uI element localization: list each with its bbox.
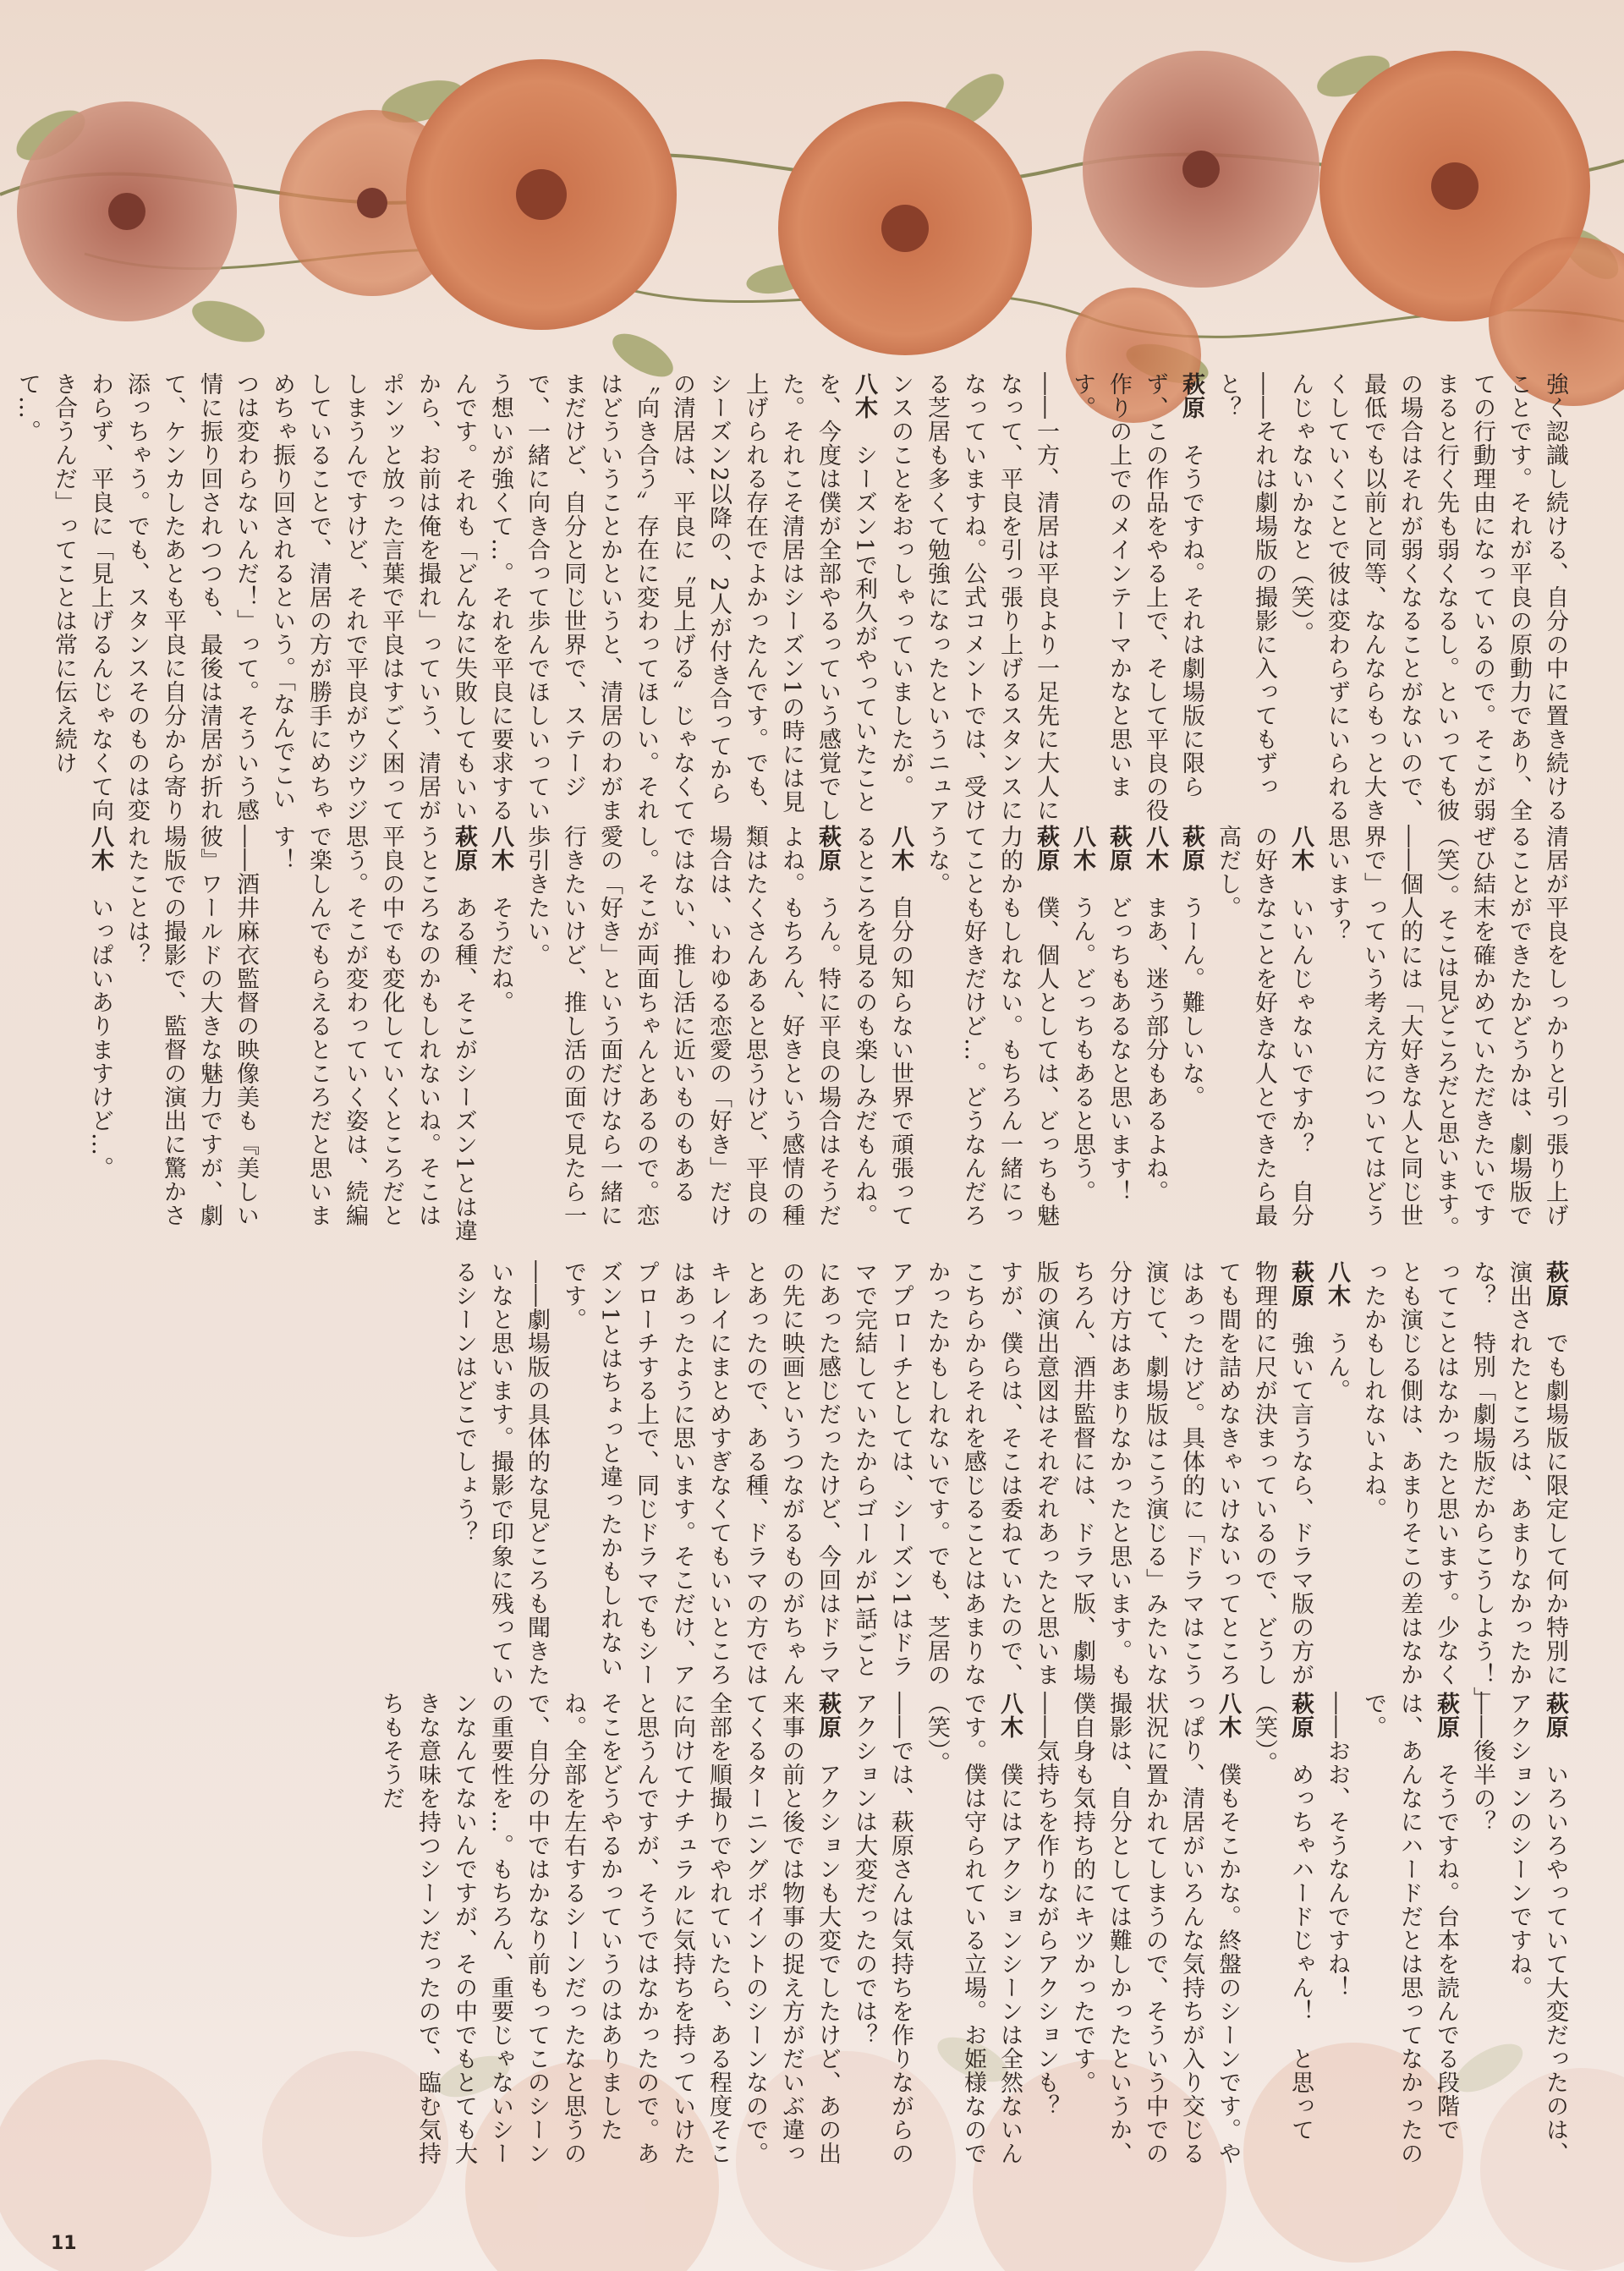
speaker-name: 萩原 (1542, 1260, 1568, 1308)
paragraph-text: 僕にはアクションシーンは全然ないんです。僕は守られている立場。お姫様なので（笑）。 (924, 1692, 1023, 2165)
paragraph-text: いろいろやっていて大変だったのは、アクションのシーンですね。 (1506, 1692, 1568, 2165)
paragraph-text: ――個人的には「大好きな人と同じ世界で」っていう考え方についてはどう思います？ (1324, 825, 1423, 1227)
paragraph-text: アクションも大変でしたけど、あの出来事の前と後では物事の捉え方がだいぶ違ってくるターニングポイントのシーンなので。全部を順撮りでやれていたら、ある程度そこに向けてナチュラルに気持ちを持っていけたと思うんですが、そうではなかったので。あそこをどうやるかっていうのはありましたね。全部を左右するシーンだったなと思うので、自分の中ではかなり前もってこのシーンの重要性を…。もちろん、重要じゃないシーンなんてないんですが、その中でもとても大きな意味を持つシーンだったので、臨む気持ちもそうだ (378, 1692, 841, 2165)
floral-border-top (0, 0, 1624, 398)
speaker-paragraph (1064, 372, 1210, 829)
speaker-name: 八木 (87, 825, 113, 872)
speaker-name: 八木 (996, 1692, 1023, 1739)
paragraph-text: ――後半の？ (1469, 1692, 1495, 1834)
paragraph-text: 自分の知らない世界で頑張ってるところを見るのも楽しみだもんね。 (851, 825, 914, 1227)
paragraph-text: 強く認識し続ける、自分の中に置き続けることです。それが平良の原動力であり、全ての行動理由になっているので。そこが弱まると行く先も弱くなるし。といっても彼の場合はそれが弱くなることがないので、最低でも以前と同等、なんならもっと大きくしていくことで彼は変わらずにいられるんじゃないかなと（笑）。 (1287, 372, 1568, 822)
paragraph-text: ――おお、そうなんですね！ (1324, 1692, 1350, 1999)
vertical-text-block (87, 825, 1573, 1248)
paragraph-text: 僕、個人としては、どっちも魅力的かもしれない。もちろん一緒にってことも好きだけど…。どうなんだろうな。 (924, 825, 1059, 1227)
speaker-name: 萩原 (1433, 1692, 1459, 1739)
text-band-2 (87, 825, 1573, 1248)
paragraph-text: うん。特に平良の場合はそうだよね。もちろん、好きという感情の種類はたくさんあると思うけど、平良の場合は、いわゆる恋愛の「好き」だけではない、推し活に近いものもあるし。そこが両面ちゃんとあるので。恋愛の「好き」という面だけなら一緒に行きたいけど、推し活の面で見たら一歩引きたい。 (524, 825, 841, 1227)
speaker-paragraph (82, 825, 118, 1248)
paragraph-text: そうだね。 (487, 896, 513, 1014)
speaker-paragraph (846, 825, 919, 1248)
speaker-paragraph (1319, 1260, 1355, 1700)
paragraph-text: 清居が平良をしっかりと引っ張り上げることができたかどうかは、劇場版でぜひ結末を確かめていただきたいです（笑）。そこは見どころだと思います。 (1433, 825, 1568, 1240)
speaker-name: 萩原 (1542, 1692, 1568, 1739)
speaker-paragraph (518, 825, 846, 1248)
speaker-name: 萩原 (1033, 825, 1059, 872)
speaker-paragraph (264, 825, 482, 1248)
speaker-name: 萩原 (1287, 1260, 1314, 1308)
vertical-text-block (14, 372, 1573, 829)
paragraph-text: ――では、萩原さんは気持ちを作りながらのアクションは大変だったのでは？ (851, 1692, 914, 2165)
interviewer-question (118, 825, 264, 1248)
speaker-name: 八木 (487, 825, 513, 872)
interviewer-question (1319, 1692, 1355, 2165)
interviewer-question (1210, 372, 1282, 829)
speaker-name: 萩原 (451, 825, 477, 872)
paragraph-text: ――劇場版の具体的な見どころも聞きたいなと思います。撮影で印象に残っているシーンはどこでしょう？ (451, 1260, 550, 1687)
speaker-paragraph (919, 1692, 1028, 2165)
paragraph-text: まあ、迷う部分もあるよね。 (1142, 896, 1168, 1204)
paragraph-text: うーん。難しいな。 (1178, 896, 1204, 1109)
interviewer-question (1428, 825, 1573, 1248)
speaker-name: 八木 (1215, 1692, 1241, 1739)
speaker-name: 萩原 (1106, 825, 1132, 872)
paragraph-text: どっちもあるなと思います！ (1106, 896, 1132, 1204)
interviewer-question (1464, 1692, 1501, 2165)
speaker-name: 萩原 (815, 1692, 841, 1739)
paragraph-text: うん。どっちもあると思う。 (1069, 896, 1095, 1204)
vertical-text-block (186, 1692, 1573, 2165)
interviewer-question (1028, 1692, 1064, 2165)
vertical-text-block (186, 1260, 1573, 1700)
speaker-name: 八木 (1069, 825, 1095, 872)
paragraph-text: ――一方、清居は平良より一足先に大人になって、平良を引っ張り上げるスタンスになっていますね。公式コメントでは、受ける芝居も多くて勉強になったというニュアンスのことをおっしゃっていましたが。 (887, 372, 1059, 822)
speaker-paragraph (1064, 1692, 1246, 2165)
text-band-3 (186, 1260, 1573, 1700)
paragraph-text: いいんじゃないですか？ 自分の好きなことを好きな人とできたら最高だし。 (1215, 825, 1314, 1227)
speaker-name: 八木 (1142, 825, 1168, 872)
speaker-name: 八木 (1287, 825, 1314, 872)
speaker-name: 萩原 (1178, 825, 1204, 872)
speaker-paragraph (1137, 825, 1173, 1248)
speaker-paragraph (919, 825, 1064, 1248)
speaker-paragraph (1210, 825, 1319, 1248)
speaker-paragraph (1501, 1692, 1573, 2165)
speaker-name: 萩原 (1287, 1692, 1314, 1739)
paragraph-text: ある種、そこがシーズン1とは違うところなのかもしれないね。そこは平良の中でも変化していくところだと思う。そこが変わっていく姿は、続編で楽しんでもらえるところだと思います！ (269, 825, 477, 1243)
paragraph-text: ――気持ちを作りながらアクションも？ (1033, 1692, 1059, 2118)
speaker-paragraph (1246, 1692, 1319, 2165)
text-band-1 (14, 372, 1573, 829)
interviewer-question (882, 372, 1064, 829)
paragraph-text: シーズン1で利久がやっていたことを、今度は僕が全部やるっていう感覚でした。それこそ清居はシーズン1の時には見上げられる存在でよかったんです。でも、シーズン2以降の、2人が付き合ってからの清居は、平良に〝見上げる〟じゃなくて〝向き合う〟存在に変わってほしい。それはどういうことかというと、清居のわがままだけど、自分と同じ世界で、ステージで、一緒に向き合って歩んでほしいっていう想いが強くて…。それを平良に要求するんです。それも「どんなに失敗してもいいから、お前は俺を撮れ」っていう、清居がポンッと放った言葉で平良はすごく困ってしまうんですけど、それで平良がウジウジしていることで、清居の方が勝手にめちゃめちゃ振り回されるという。「なんでこいつは変わらないんだ！」って。そういう感情に振り回されつつも、最後は清居が折れて、ケンカしたあとも平良に自分から寄り添っちゃう。でも、スタンスそのものは変わらず、平良に「見上げるんじゃなくて向き合うんだ」ってことは常に伝え続けて…。 (14, 372, 877, 822)
paragraph-text: 僕もそこかな。終盤のシーンです。やっぱり、清居がいろんな気持ちが入り交じる状況に置かれてしまうので、そういう中での撮影は、自分としては難しかったというか、僕自身も気持ち的にキツかったです。 (1069, 1692, 1241, 2165)
speaker-paragraph (1100, 825, 1137, 1248)
paragraph-text: いっぱいありますけど…。 (87, 896, 113, 1180)
speaker-paragraph (555, 1260, 1319, 1700)
speaker-name: 八木 (1324, 1260, 1350, 1308)
text-band-4 (186, 1692, 1573, 2165)
speaker-paragraph (482, 825, 518, 1248)
paragraph-text: めっちゃハードじゃん！ と思って（笑）。 (1251, 1692, 1314, 2142)
speaker-name: 萩原 (1178, 372, 1204, 420)
speaker-paragraph (1064, 825, 1100, 1248)
speaker-name: 八木 (887, 825, 914, 872)
interviewer-question (846, 1692, 919, 2165)
paragraph-text: ――酒井麻衣監督の映像美も『美しい彼』ワールドの大きな魅力ですが、劇場版での撮影で、監督の演出に驚かされたことは？ (123, 825, 259, 1227)
speaker-paragraph (1355, 1260, 1573, 1700)
speaker-paragraph (1355, 1692, 1464, 2165)
interviewer-question (1319, 825, 1428, 1248)
paragraph-text: そうですね。台本を読んでる段階では、あんなにハードだとは思ってなかったので。 (1360, 1692, 1459, 2165)
speaker-paragraph (373, 1692, 846, 2165)
interviewer-question (1282, 372, 1573, 829)
paragraph-text: うん。 (1324, 1331, 1350, 1402)
interviewer-question (446, 1260, 555, 1700)
speaker-paragraph (9, 372, 882, 829)
paragraph-text: そうですね。それは劇場版に限らず、この作品をやる上で、そして平良の役作りの上でのメインテーマかなと思います。 (1069, 372, 1204, 822)
page-number: 11 (51, 2233, 77, 2254)
paragraph-text: ――それは劇場版の撮影に入ってもずっと？ (1215, 372, 1277, 798)
paragraph-text: 強いて言うなら、ドラマ版の方が物理的に尺が決まっているので、どうしても間を詰めなきゃいけないってところはあったけど。具体的に「ドラマはこう演じて、劇場版はこう演じる」みたいな分け方はあまりなかったと思います。もちろん、酒井監督には、ドラマ版、劇場版の演出意図はそれぞれあったと思いますが、僕らは、そこは委ねていたので、こちらからそれを感じることはあまりなかったかもしれないです。でも、芝居のアプローチとしては、シーズン1はドラマで完結していたからゴールが1話ごとにあった感じだったけど、今回はドラマの先に映画というつながるものがちゃんとあったので、ある種、ドラマの方ではキレイにまとめすぎなくてもいいところはあったように思います。そこだけ、アプローチする上で、同じドラマでもシーズン1とはちょっと違ったかもしれないです。 (560, 1260, 1314, 1687)
speaker-name: 萩原 (815, 825, 841, 872)
speaker-paragraph (1173, 825, 1210, 1248)
paragraph-text: でも劇場版に限定して何か特別に演出されたところは、あまりなかったかな？ 特別「劇場版だからこうしよう！」ってことはなかったと思います。少なくとも演じる側は、あまりそこの差はなかったかもしれないよね。 (1360, 1260, 1568, 1699)
speaker-name: 八木 (851, 372, 877, 420)
